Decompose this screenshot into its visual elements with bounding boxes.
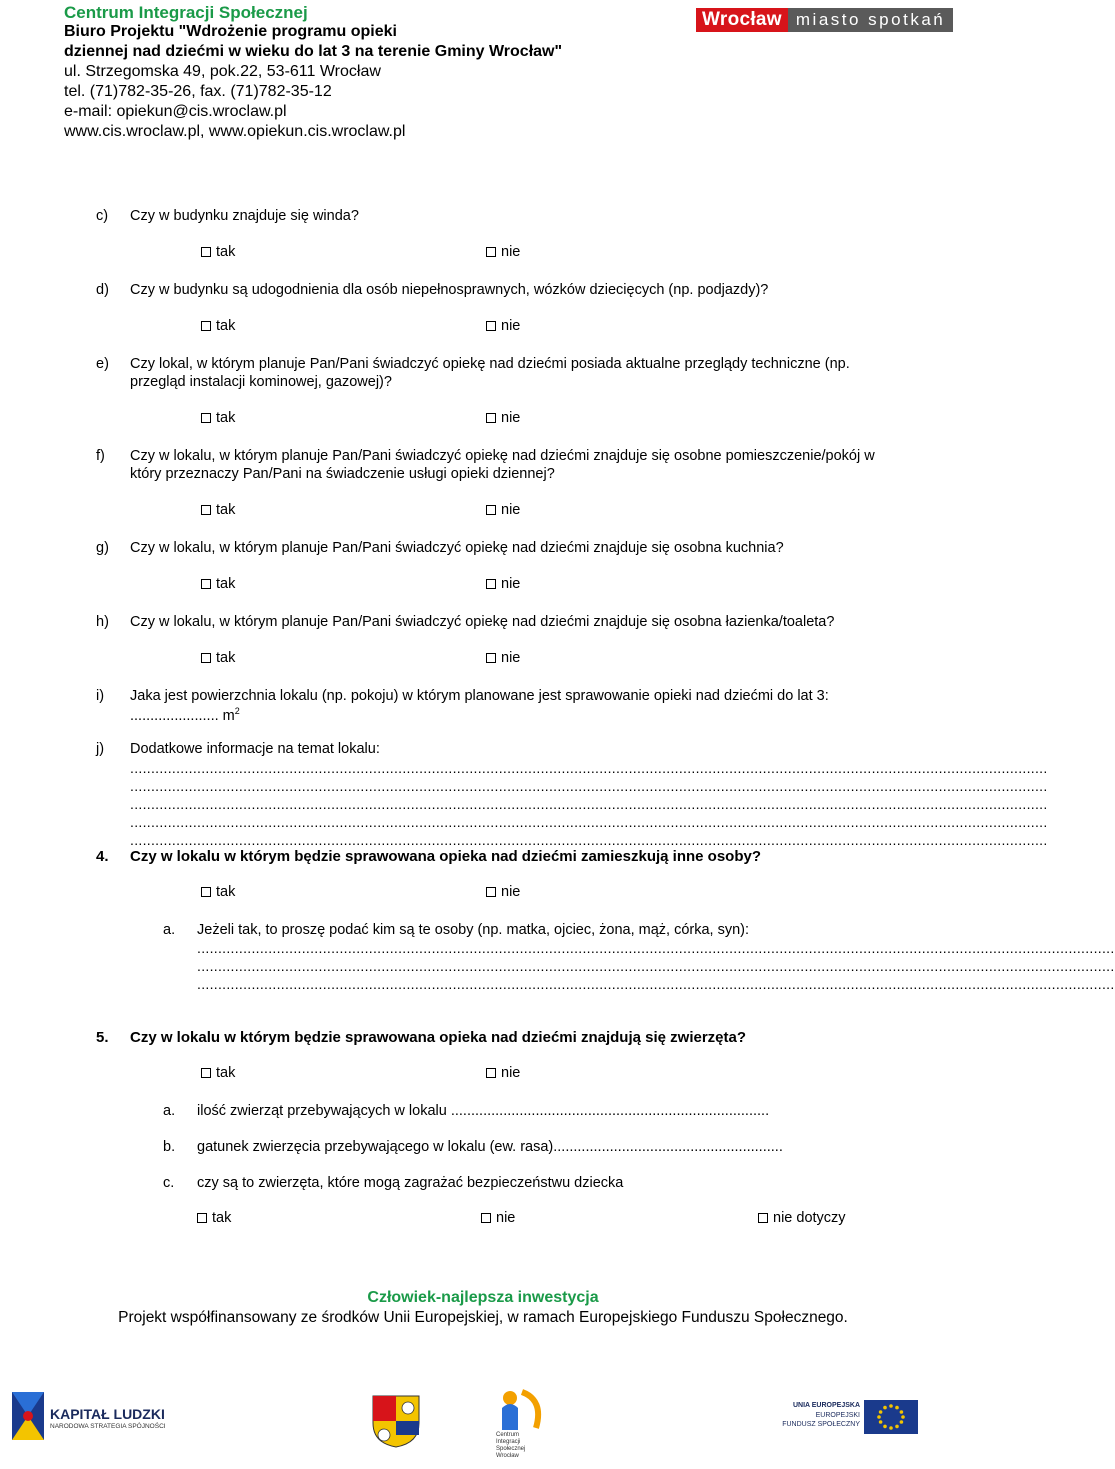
eu-flag-icon [864, 1400, 918, 1434]
question-text: Czy w budynku znajduje się winda? [130, 208, 359, 224]
websites: www.cis.wroclaw.pl, www.opiekun.cis.wroclaw.pl [64, 123, 406, 140]
checkbox-icon[interactable] [486, 887, 496, 897]
checkbox-icon[interactable] [481, 1213, 491, 1223]
checkbox-icon[interactable] [486, 653, 496, 663]
footer-slogan: Człowiek-najlepsza inwestycja [367, 1289, 599, 1306]
question-label: f) [96, 448, 105, 464]
brand-red: Wrocław [696, 8, 788, 32]
option-label: tak [216, 1065, 236, 1081]
option-label: nie [501, 576, 521, 592]
option-tak[interactable] [197, 1210, 231, 1226]
checkbox-icon[interactable] [486, 505, 496, 515]
checkbox-icon[interactable] [758, 1213, 768, 1223]
option-nie[interactable] [481, 1210, 515, 1226]
question-text: Czy w lokalu w którym będzie sprawowana opieka nad dziećmi zamieszkują inne osoby? [130, 848, 762, 865]
option-label: nie [501, 1065, 521, 1081]
animal-count-field[interactable]: ilość zwierząt przebywających w lokalu ............................................................................... [197, 1103, 770, 1119]
option-nie[interactable] [486, 650, 520, 666]
eu-caption-1: UNIA EUROPEJSKA [792, 1402, 860, 1409]
unit-exponent: 2 [234, 706, 240, 716]
question-text-line1: Czy lokal, w którym planuje Pan/Pani świadczyć opiekę nad dziećmi posiada aktualne przeglądy techniczne (np. [130, 356, 850, 372]
question-text-line1: Czy w lokalu, w którym planuje Pan/Pani świadczyć opiekę nad dziećmi znajduje się osobne pomieszczenie/pokój w [130, 448, 875, 464]
option-label: nie [501, 650, 521, 666]
sub-label-a: a. [163, 922, 176, 938]
email: e-mail: opiekun@cis.wroclaw.pl [64, 103, 287, 120]
checkbox-icon[interactable] [201, 505, 211, 515]
option-label: tak [216, 410, 236, 426]
option-label: tak [212, 1210, 232, 1226]
sub-question-text: Jeżeli tak, to proszę podać kim są te osoby (np. matka, ojciec, żona, mąż, córka, syn): [197, 922, 750, 938]
option-tak[interactable] [201, 576, 235, 592]
option-tak[interactable] [201, 502, 235, 518]
sub-question-text: czy są to zwierzęta, które mogą zagrażać bezpieczeństwu dziecka [197, 1175, 624, 1191]
phone-fax: tel. (71)782-35-26, fax. (71)782-35-12 [64, 83, 332, 100]
kapital-ludzki-emblem-icon [8, 1388, 48, 1444]
option-nie[interactable] [486, 1065, 520, 1081]
question-text: Dodatkowe informacje na temat lokalu: [130, 741, 380, 757]
area-answer: ...................... m [130, 707, 235, 724]
answer-line[interactable]: ........................................................................................................................................................................................................................... [197, 958, 1115, 974]
question-label: e) [96, 356, 109, 372]
option-label: nie dotyczy [773, 1210, 846, 1226]
cis-caption-2: Integracji [496, 1439, 521, 1445]
answer-line[interactable]: ........................................................................................................................................................................................................................... [130, 832, 1048, 848]
option-label: tak [216, 884, 236, 900]
checkbox-icon[interactable] [486, 321, 496, 331]
question-text: Czy w lokalu, w którym planuje Pan/Pani świadczyć opiekę nad dziećmi znajduje się osobna kuchnia? [130, 540, 784, 556]
option-nie[interactable] [486, 410, 520, 426]
answer-line[interactable]: ........................................................................................................................................................................................................................... [197, 976, 1115, 992]
option-nie[interactable] [486, 502, 520, 518]
option-nie[interactable] [486, 576, 520, 592]
option-label: nie [501, 502, 521, 518]
answer-line[interactable]: ........................................................................................................................................................................................................................... [130, 778, 1048, 794]
checkbox-icon[interactable] [197, 1213, 207, 1223]
question-label: j) [96, 741, 105, 757]
option-label: tak [216, 318, 236, 334]
option-nie[interactable] [486, 244, 520, 260]
checkbox-icon[interactable] [201, 579, 211, 589]
question-text-line2: przegląd instalacji kominowej, gazowej)? [130, 374, 392, 390]
cis-emblem-icon [492, 1386, 552, 1434]
answer-line[interactable]: ........................................................................................................................................................................................................................... [130, 760, 1048, 776]
eu-logo [780, 1388, 930, 1438]
question-text: Czy w lokalu, w którym planuje Pan/Pani świadczyć opiekę nad dziećmi znajduje się osobna łazienka/toaleta? [130, 614, 835, 630]
checkbox-icon[interactable] [486, 413, 496, 423]
question-label: g) [96, 540, 109, 556]
question-text: Jaka jest powierzchnia lokalu (np. pokoju) w którym planowane jest sprawowanie opieki nad dziećmi do lat 3: [130, 688, 829, 704]
eu-caption-3: FUNDUSZ SPOŁECZNY [782, 1421, 860, 1428]
answer-line[interactable]: ........................................................................................................................................................................................................................... [130, 814, 1048, 830]
option-tak[interactable] [201, 650, 235, 666]
brand-grey: miasto spotkań [788, 8, 953, 32]
option-label: nie [501, 410, 521, 426]
option-label: nie [501, 244, 521, 260]
kapital-ludzki-logo [8, 1388, 178, 1444]
cis-logo [492, 1386, 552, 1466]
option-label: tak [216, 502, 236, 518]
sub-label-c: c. [163, 1175, 175, 1191]
eu-caption-2: EUROPEJSKI [815, 1412, 860, 1419]
question-label: i) [96, 688, 105, 704]
area-answer-field[interactable] [130, 706, 240, 724]
option-tak[interactable] [201, 1065, 235, 1081]
project-title-line2: dziennej nad dziećmi w wieku do lat 3 na terenie Gminy Wrocław" [64, 43, 563, 60]
option-nie[interactable] [486, 318, 520, 334]
question-text: Czy w budynku są udogodnienia dla osób niepełnosprawnych, wózków dziecięcych (np. podjazdy)? [130, 282, 769, 298]
question-label: 4. [96, 848, 109, 865]
question-text: Czy w lokalu w którym będzie sprawowana opieka nad dziećmi znajdują się zwierzęta? [130, 1029, 747, 1046]
checkbox-icon[interactable] [201, 413, 211, 423]
question-text-line2: który przeznaczy Pan/Pani na świadczenie usługi opieki dziennej? [130, 466, 555, 482]
option-tak[interactable] [201, 318, 235, 334]
option-nie[interactable] [486, 884, 520, 900]
option-label: nie [501, 884, 521, 900]
question-label: d) [96, 282, 109, 298]
option-tak[interactable] [201, 244, 235, 260]
option-label: tak [216, 244, 236, 260]
option-label: nie [501, 318, 521, 334]
question-label: c) [96, 208, 109, 224]
wroclaw-coat-of-arms-icon [370, 1393, 422, 1449]
cis-caption-4: Wrocław [496, 1453, 519, 1459]
option-label: nie [496, 1210, 516, 1226]
checkbox-icon[interactable] [201, 1068, 211, 1078]
animal-species-field[interactable]: gatunek zwierzęcia przebywającego w lokalu (ew. rasa)......................................................... [197, 1139, 783, 1155]
checkbox-icon[interactable] [486, 1068, 496, 1078]
footer-text: Projekt współfinansowany ze środków Unii Europejskiej, w ramach Europejskiego Funduszu Społecznego. [118, 1309, 848, 1326]
option-label: tak [216, 650, 236, 666]
checkbox-icon[interactable] [201, 247, 211, 257]
checkbox-icon[interactable] [201, 321, 211, 331]
checkbox-icon[interactable] [486, 579, 496, 589]
question-label: 5. [96, 1029, 109, 1046]
sub-label-b: b. [163, 1139, 176, 1155]
wroclaw-brand-logo [696, 8, 953, 32]
project-title-line1: Biuro Projektu "Wdrożenie programu opieki [64, 23, 397, 40]
sub-label-a: a. [163, 1103, 176, 1119]
cis-caption-3: Społecznej [496, 1446, 526, 1452]
checkbox-icon[interactable] [201, 653, 211, 663]
answer-line[interactable]: ........................................................................................................................................................................................................................... [130, 796, 1048, 812]
kl-subtitle: NARODOWA STRATEGIA SPÓJNOŚCI [50, 1423, 166, 1430]
option-tak[interactable] [201, 884, 235, 900]
organization-name: Centrum Integracji Społecznej [64, 3, 308, 22]
option-nie-dotyczy[interactable] [758, 1210, 846, 1226]
option-tak[interactable] [201, 410, 235, 426]
option-label: tak [216, 576, 236, 592]
answer-line[interactable]: ........................................................................................................................................................................................................................... [197, 940, 1115, 956]
checkbox-icon[interactable] [201, 887, 211, 897]
kl-title: KAPITAŁ LUDZKI [50, 1406, 165, 1422]
cis-caption-1: Centrum [496, 1432, 520, 1438]
address: ul. Strzegomska 49, pok.22, 53-611 Wrocław [64, 63, 381, 80]
checkbox-icon[interactable] [486, 247, 496, 257]
question-label: h) [96, 614, 109, 630]
